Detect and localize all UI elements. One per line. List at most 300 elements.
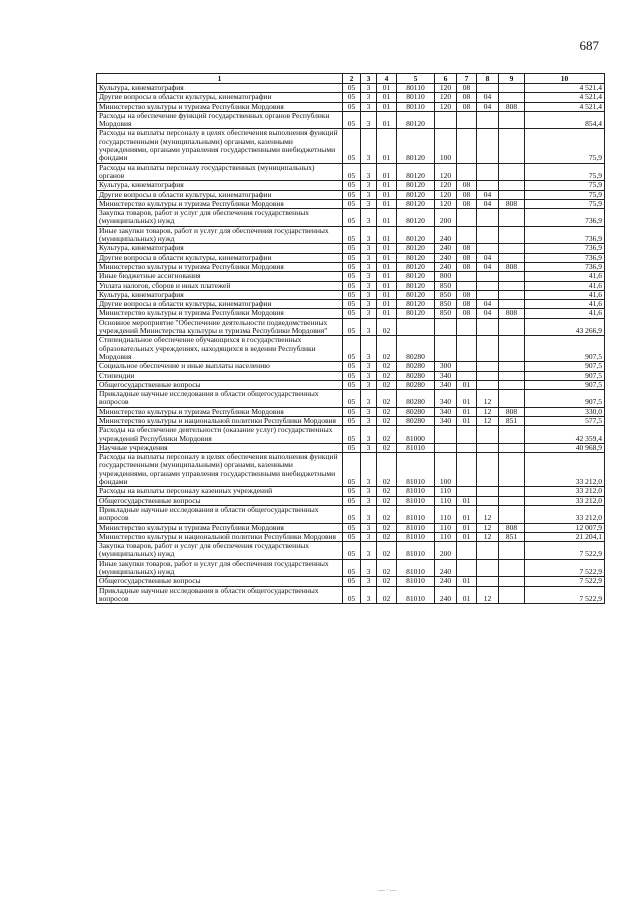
code-4-cell: 02 <box>377 453 397 487</box>
item-name-cell: Другие вопросы в области культуры, кинематографии <box>97 93 343 102</box>
amount-cell: 33 212,0 <box>525 505 605 523</box>
code-4-cell: 01 <box>377 111 397 129</box>
ministry-code-cell <box>499 111 525 129</box>
amount-cell: 907,5 <box>525 336 605 362</box>
code-2-cell: 05 <box>343 111 361 129</box>
code-3-cell: 3 <box>361 226 377 244</box>
code-3-cell: 3 <box>361 505 377 523</box>
ministry-code-cell: 851 <box>499 532 525 541</box>
target-code-cell: 81010 <box>397 496 435 505</box>
target-code-cell: 80120 <box>397 309 435 318</box>
code-3-cell: 3 <box>361 586 377 604</box>
item-name-cell: Расходы на обеспечение функций государственных органов Республики Мордовия <box>97 111 343 129</box>
amount-cell: 41,6 <box>525 290 605 299</box>
section-cell: 01 <box>457 523 477 532</box>
code-4-cell: 02 <box>377 426 397 444</box>
subsection-cell: 04 <box>477 190 499 199</box>
target-code-cell: 80120 <box>397 209 435 227</box>
amount-cell: 41,6 <box>525 272 605 281</box>
expense-type-cell: 240 <box>435 253 457 262</box>
item-name-cell: Министерство культуры и туризма Республики Мордовия <box>97 199 343 208</box>
code-3-cell: 3 <box>361 244 377 253</box>
item-name-cell: Культура, кинематография <box>97 84 343 93</box>
footer-mark: —·— <box>378 886 398 894</box>
ministry-code-cell <box>499 426 525 444</box>
column-header-2: 2 <box>343 74 361 84</box>
target-code-cell: 80120 <box>397 199 435 208</box>
code-2-cell: 05 <box>343 300 361 309</box>
expense-type-cell: 800 <box>435 272 457 281</box>
amount-cell: 43 266,9 <box>525 318 605 336</box>
code-3-cell: 3 <box>361 362 377 371</box>
expense-type-cell <box>435 426 457 444</box>
section-cell: 01 <box>457 586 477 604</box>
target-code-cell: 80110 <box>397 102 435 111</box>
table-row <box>97 190 605 199</box>
subsection-cell <box>477 272 499 281</box>
ministry-code-cell <box>499 129 525 163</box>
section-cell: 01 <box>457 380 477 389</box>
ministry-code-cell <box>499 181 525 190</box>
expense-type-cell: 240 <box>435 586 457 604</box>
subsection-cell: 12 <box>477 523 499 532</box>
expense-type-cell: 120 <box>435 181 457 190</box>
target-code-cell <box>397 318 435 336</box>
expense-type-cell: 850 <box>435 290 457 299</box>
target-code-cell: 80120 <box>397 290 435 299</box>
item-name-cell: Социальное обеспечение и иные выплаты населению <box>97 362 343 371</box>
item-name-cell: Общегосударственные вопросы <box>97 577 343 586</box>
code-2-cell: 05 <box>343 281 361 290</box>
code-3-cell: 3 <box>361 190 377 199</box>
subsection-cell <box>477 209 499 227</box>
item-name-cell: Другие вопросы в области культуры, кинематографии <box>97 300 343 309</box>
expense-type-cell: 300 <box>435 362 457 371</box>
ministry-code-cell: 808 <box>499 523 525 532</box>
code-4-cell: 01 <box>377 309 397 318</box>
table-row <box>97 209 605 227</box>
code-2-cell: 05 <box>343 309 361 318</box>
section-cell: 01 <box>457 416 477 425</box>
ministry-code-cell <box>499 163 525 181</box>
column-header-3: 3 <box>361 74 377 84</box>
amount-cell: 907,5 <box>525 371 605 380</box>
code-3-cell: 3 <box>361 163 377 181</box>
subsection-cell <box>477 111 499 129</box>
code-3-cell: 3 <box>361 532 377 541</box>
code-4-cell: 01 <box>377 84 397 93</box>
section-cell <box>457 111 477 129</box>
amount-cell: 907,5 <box>525 362 605 371</box>
amount-cell: 42 359,4 <box>525 426 605 444</box>
code-2-cell: 05 <box>343 226 361 244</box>
amount-cell: 21 204,1 <box>525 532 605 541</box>
ministry-code-cell <box>499 290 525 299</box>
code-4-cell: 02 <box>377 416 397 425</box>
ministry-code-cell <box>499 318 525 336</box>
code-3-cell: 3 <box>361 336 377 362</box>
subsection-cell: 04 <box>477 93 499 102</box>
code-3-cell: 3 <box>361 281 377 290</box>
amount-cell: 4 521,4 <box>525 84 605 93</box>
section-cell: 01 <box>457 532 477 541</box>
code-3-cell: 3 <box>361 577 377 586</box>
expense-type-cell: 850 <box>435 300 457 309</box>
target-code-cell: 80120 <box>397 262 435 271</box>
column-header-4: 4 <box>377 74 397 84</box>
target-code-cell: 80120 <box>397 163 435 181</box>
code-2-cell: 05 <box>343 443 361 452</box>
expense-type-cell: 850 <box>435 309 457 318</box>
code-2-cell: 05 <box>343 262 361 271</box>
code-3-cell: 3 <box>361 129 377 163</box>
expense-type-cell <box>435 336 457 362</box>
amount-cell: 75,9 <box>525 181 605 190</box>
target-code-cell: 80110 <box>397 93 435 102</box>
item-name-cell: Уплата налогов, сборов и иных платежей <box>97 281 343 290</box>
expense-type-cell: 340 <box>435 380 457 389</box>
code-3-cell: 3 <box>361 542 377 560</box>
code-2-cell: 05 <box>343 453 361 487</box>
expense-type-cell: 100 <box>435 453 457 487</box>
target-code-cell: 80110 <box>397 84 435 93</box>
code-3-cell: 3 <box>361 426 377 444</box>
subsection-cell <box>477 559 499 577</box>
subsection-cell <box>477 336 499 362</box>
subsection-cell <box>477 129 499 163</box>
section-cell <box>457 443 477 452</box>
code-4-cell: 01 <box>377 244 397 253</box>
target-code-cell: 80120 <box>397 253 435 262</box>
code-4-cell: 02 <box>377 390 397 408</box>
code-2-cell: 05 <box>343 371 361 380</box>
code-3-cell: 3 <box>361 262 377 271</box>
target-code-cell: 81010 <box>397 577 435 586</box>
section-cell: 08 <box>457 199 477 208</box>
subsection-cell <box>477 380 499 389</box>
expense-type-cell: 240 <box>435 226 457 244</box>
section-cell <box>457 559 477 577</box>
expense-type-cell: 240 <box>435 262 457 271</box>
column-header-10: 10 <box>525 74 605 84</box>
code-2-cell: 05 <box>343 577 361 586</box>
table-row <box>97 371 605 380</box>
ministry-code-cell <box>499 453 525 487</box>
target-code-cell: 80280 <box>397 407 435 416</box>
code-3-cell: 3 <box>361 371 377 380</box>
table-row <box>97 181 605 190</box>
subsection-cell: 04 <box>477 102 499 111</box>
expense-type-cell: 340 <box>435 371 457 380</box>
code-3-cell: 3 <box>361 93 377 102</box>
code-3-cell: 3 <box>361 300 377 309</box>
code-4-cell: 02 <box>377 407 397 416</box>
code-3-cell: 3 <box>361 318 377 336</box>
section-cell: 01 <box>457 505 477 523</box>
section-cell <box>457 163 477 181</box>
amount-cell: 7 522,9 <box>525 577 605 586</box>
code-2-cell: 05 <box>343 253 361 262</box>
section-cell: 08 <box>457 300 477 309</box>
code-3-cell: 3 <box>361 380 377 389</box>
section-cell <box>457 209 477 227</box>
code-4-cell: 01 <box>377 181 397 190</box>
table-body <box>97 84 605 604</box>
table-row <box>97 93 605 102</box>
amount-cell: 330,0 <box>525 407 605 416</box>
code-4-cell: 01 <box>377 281 397 290</box>
code-2-cell: 05 <box>343 380 361 389</box>
ministry-code-cell: 808 <box>499 407 525 416</box>
amount-cell: 75,9 <box>525 190 605 199</box>
subsection-cell <box>477 487 499 496</box>
ministry-code-cell <box>499 190 525 199</box>
ministry-code-cell <box>499 505 525 523</box>
column-header-1: 1 <box>97 74 343 84</box>
target-code-cell: 80280 <box>397 416 435 425</box>
amount-cell: 7 522,9 <box>525 559 605 577</box>
code-3-cell: 3 <box>361 253 377 262</box>
amount-cell: 736,9 <box>525 226 605 244</box>
section-cell: 01 <box>457 577 477 586</box>
table-row <box>97 129 605 163</box>
item-name-cell: Прикладные научные исследования в области общегосударственных вопросов <box>97 390 343 408</box>
table-row <box>97 505 605 523</box>
ministry-code-cell <box>499 336 525 362</box>
subsection-cell <box>477 281 499 290</box>
amount-cell: 41,6 <box>525 300 605 309</box>
expense-type-cell: 200 <box>435 209 457 227</box>
ministry-code-cell: 808 <box>499 102 525 111</box>
item-name-cell: Другие вопросы в области культуры, кинематографии <box>97 190 343 199</box>
item-name-cell: Основное мероприятие "Обеспечение деятельности подведомственных учреждений Министерства культуры и туризма Республики Мордовия" <box>97 318 343 336</box>
target-code-cell: 80120 <box>397 281 435 290</box>
code-4-cell: 02 <box>377 487 397 496</box>
code-4-cell: 02 <box>377 318 397 336</box>
target-code-cell: 80120 <box>397 244 435 253</box>
code-3-cell: 3 <box>361 181 377 190</box>
column-header-9: 9 <box>499 74 525 84</box>
amount-cell: 736,9 <box>525 209 605 227</box>
expense-type-cell: 110 <box>435 523 457 532</box>
code-4-cell: 01 <box>377 199 397 208</box>
item-name-cell: Культура, кинематография <box>97 290 343 299</box>
amount-cell: 736,9 <box>525 253 605 262</box>
section-cell: 01 <box>457 496 477 505</box>
code-3-cell: 3 <box>361 523 377 532</box>
expense-type-cell: 110 <box>435 505 457 523</box>
subsection-cell <box>477 426 499 444</box>
amount-cell: 7 522,9 <box>525 586 605 604</box>
target-code-cell: 81010 <box>397 532 435 541</box>
code-2-cell: 05 <box>343 362 361 371</box>
code-3-cell: 3 <box>361 199 377 208</box>
item-name-cell: Министерство культуры и туризма Республики Мордовия <box>97 262 343 271</box>
code-2-cell: 05 <box>343 93 361 102</box>
amount-cell: 33 212,0 <box>525 487 605 496</box>
subsection-cell <box>477 371 499 380</box>
code-2-cell: 05 <box>343 181 361 190</box>
ministry-code-cell <box>499 84 525 93</box>
code-4-cell: 02 <box>377 362 397 371</box>
subsection-cell <box>477 226 499 244</box>
ministry-code-cell: 808 <box>499 309 525 318</box>
table-row <box>97 102 605 111</box>
subsection-cell: 04 <box>477 262 499 271</box>
code-2-cell: 05 <box>343 84 361 93</box>
section-cell <box>457 371 477 380</box>
code-4-cell: 02 <box>377 559 397 577</box>
code-3-cell: 3 <box>361 487 377 496</box>
section-cell <box>457 272 477 281</box>
code-4-cell: 02 <box>377 542 397 560</box>
table-row <box>97 559 605 577</box>
code-4-cell: 02 <box>377 380 397 389</box>
item-name-cell: Общегосударственные вопросы <box>97 380 343 389</box>
code-4-cell: 02 <box>377 443 397 452</box>
code-3-cell: 3 <box>361 102 377 111</box>
table-row <box>97 309 605 318</box>
subsection-cell <box>477 318 499 336</box>
item-name-cell: Расходы на выплаты персоналу государственных (муниципальных) органов <box>97 163 343 181</box>
item-name-cell: Расходы на выплаты персоналу в целях обеспечения выполнения функций государственными (муниципальными) органами, казенными учреждениями, органами управления государственными внебюджетными фондами <box>97 453 343 487</box>
item-name-cell: Расходы на обеспечение деятельности (оказание услуг) государственных учреждений Республики Мордовия <box>97 426 343 444</box>
target-code-cell: 80120 <box>397 190 435 199</box>
amount-cell: 736,9 <box>525 262 605 271</box>
code-2-cell: 05 <box>343 505 361 523</box>
code-2-cell: 05 <box>343 487 361 496</box>
expense-type-cell: 120 <box>435 163 457 181</box>
code-4-cell: 02 <box>377 505 397 523</box>
code-2-cell: 05 <box>343 542 361 560</box>
code-4-cell: 01 <box>377 190 397 199</box>
code-2-cell: 05 <box>343 199 361 208</box>
table-row <box>97 586 605 604</box>
code-2-cell: 05 <box>343 559 361 577</box>
target-code-cell: 80120 <box>397 129 435 163</box>
code-4-cell: 02 <box>377 523 397 532</box>
item-name-cell: Министерство культуры и туризма Республики Мордовия <box>97 523 343 532</box>
section-cell: 01 <box>457 407 477 416</box>
subsection-cell <box>477 577 499 586</box>
expense-type-cell: 240 <box>435 244 457 253</box>
item-name-cell: Министерство культуры и национальной политики Республики Мордовия <box>97 416 343 425</box>
item-name-cell: Стипендии <box>97 371 343 380</box>
ministry-code-cell <box>499 443 525 452</box>
subsection-cell <box>477 163 499 181</box>
item-name-cell: Иные закупки товаров, работ и услуг для обеспечения государственных (муниципальных) нужд <box>97 559 343 577</box>
section-cell <box>457 129 477 163</box>
expense-type-cell: 240 <box>435 577 457 586</box>
target-code-cell: 80280 <box>397 390 435 408</box>
expense-type-cell: 340 <box>435 407 457 416</box>
column-header-6: 6 <box>435 74 457 84</box>
subsection-cell <box>477 453 499 487</box>
code-4-cell: 01 <box>377 272 397 281</box>
code-2-cell: 05 <box>343 532 361 541</box>
code-3-cell: 3 <box>361 290 377 299</box>
item-name-cell: Министерство культуры и туризма Республики Мордовия <box>97 309 343 318</box>
section-cell: 08 <box>457 181 477 190</box>
expense-type-cell <box>435 111 457 129</box>
page-number: 687 <box>579 38 599 53</box>
expense-type-cell: 120 <box>435 190 457 199</box>
section-cell <box>457 362 477 371</box>
code-2-cell: 05 <box>343 336 361 362</box>
target-code-cell: 81000 <box>397 426 435 444</box>
section-cell: 08 <box>457 93 477 102</box>
ministry-code-cell <box>499 542 525 560</box>
ministry-code-cell <box>499 496 525 505</box>
section-cell <box>457 226 477 244</box>
section-cell: 08 <box>457 84 477 93</box>
code-2-cell: 05 <box>343 290 361 299</box>
table-row <box>97 542 605 560</box>
section-cell <box>457 318 477 336</box>
amount-cell: 854,4 <box>525 111 605 129</box>
ministry-code-cell <box>499 362 525 371</box>
code-4-cell: 01 <box>377 262 397 271</box>
section-cell: 08 <box>457 244 477 253</box>
item-name-cell: Расходы на выплаты персоналу в целях обеспечения выполнения функций государственными (муниципальными) органами, казенными учреждениями, органами управления государственными внебюджетными фондами <box>97 129 343 163</box>
expense-type-cell: 100 <box>435 129 457 163</box>
ministry-code-cell <box>499 559 525 577</box>
subsection-cell: 12 <box>477 532 499 541</box>
ministry-code-cell <box>499 272 525 281</box>
section-cell: 08 <box>457 262 477 271</box>
expense-type-cell <box>435 318 457 336</box>
code-2-cell: 05 <box>343 496 361 505</box>
item-name-cell: Научные учреждения <box>97 443 343 452</box>
amount-cell: 577,5 <box>525 416 605 425</box>
column-header-8: 8 <box>477 74 499 84</box>
code-3-cell: 3 <box>361 390 377 408</box>
subsection-cell: 04 <box>477 199 499 208</box>
amount-cell: 4 521,4 <box>525 93 605 102</box>
item-name-cell: Расходы на выплаты персоналу казенных учреждений <box>97 487 343 496</box>
code-3-cell: 3 <box>361 559 377 577</box>
code-2-cell: 05 <box>343 586 361 604</box>
target-code-cell: 80120 <box>397 111 435 129</box>
subsection-cell <box>477 542 499 560</box>
ministry-code-cell <box>499 487 525 496</box>
ministry-code-cell <box>499 244 525 253</box>
item-name-cell: Закупка товаров, работ и услуг для обеспечения государственных (муниципальных) нужд <box>97 542 343 560</box>
expense-type-cell: 110 <box>435 532 457 541</box>
code-4-cell: 01 <box>377 102 397 111</box>
code-2-cell: 05 <box>343 209 361 227</box>
amount-cell: 75,9 <box>525 129 605 163</box>
item-name-cell: Другие вопросы в области культуры, кинематографии <box>97 253 343 262</box>
table-row <box>97 163 605 181</box>
amount-cell: 7 522,9 <box>525 542 605 560</box>
amount-cell: 33 212,0 <box>525 453 605 487</box>
amount-cell: 4 521,4 <box>525 102 605 111</box>
code-2-cell: 05 <box>343 426 361 444</box>
subsection-cell: 12 <box>477 505 499 523</box>
target-code-cell: 80120 <box>397 300 435 309</box>
target-code-cell: 80120 <box>397 181 435 190</box>
table-row <box>97 390 605 408</box>
table-row <box>97 272 605 281</box>
target-code-cell: 80280 <box>397 362 435 371</box>
subsection-cell: 12 <box>477 416 499 425</box>
ministry-code-cell <box>499 281 525 290</box>
target-code-cell: 81010 <box>397 453 435 487</box>
amount-cell: 41,6 <box>525 309 605 318</box>
target-code-cell: 80280 <box>397 371 435 380</box>
subsection-cell: 12 <box>477 407 499 416</box>
